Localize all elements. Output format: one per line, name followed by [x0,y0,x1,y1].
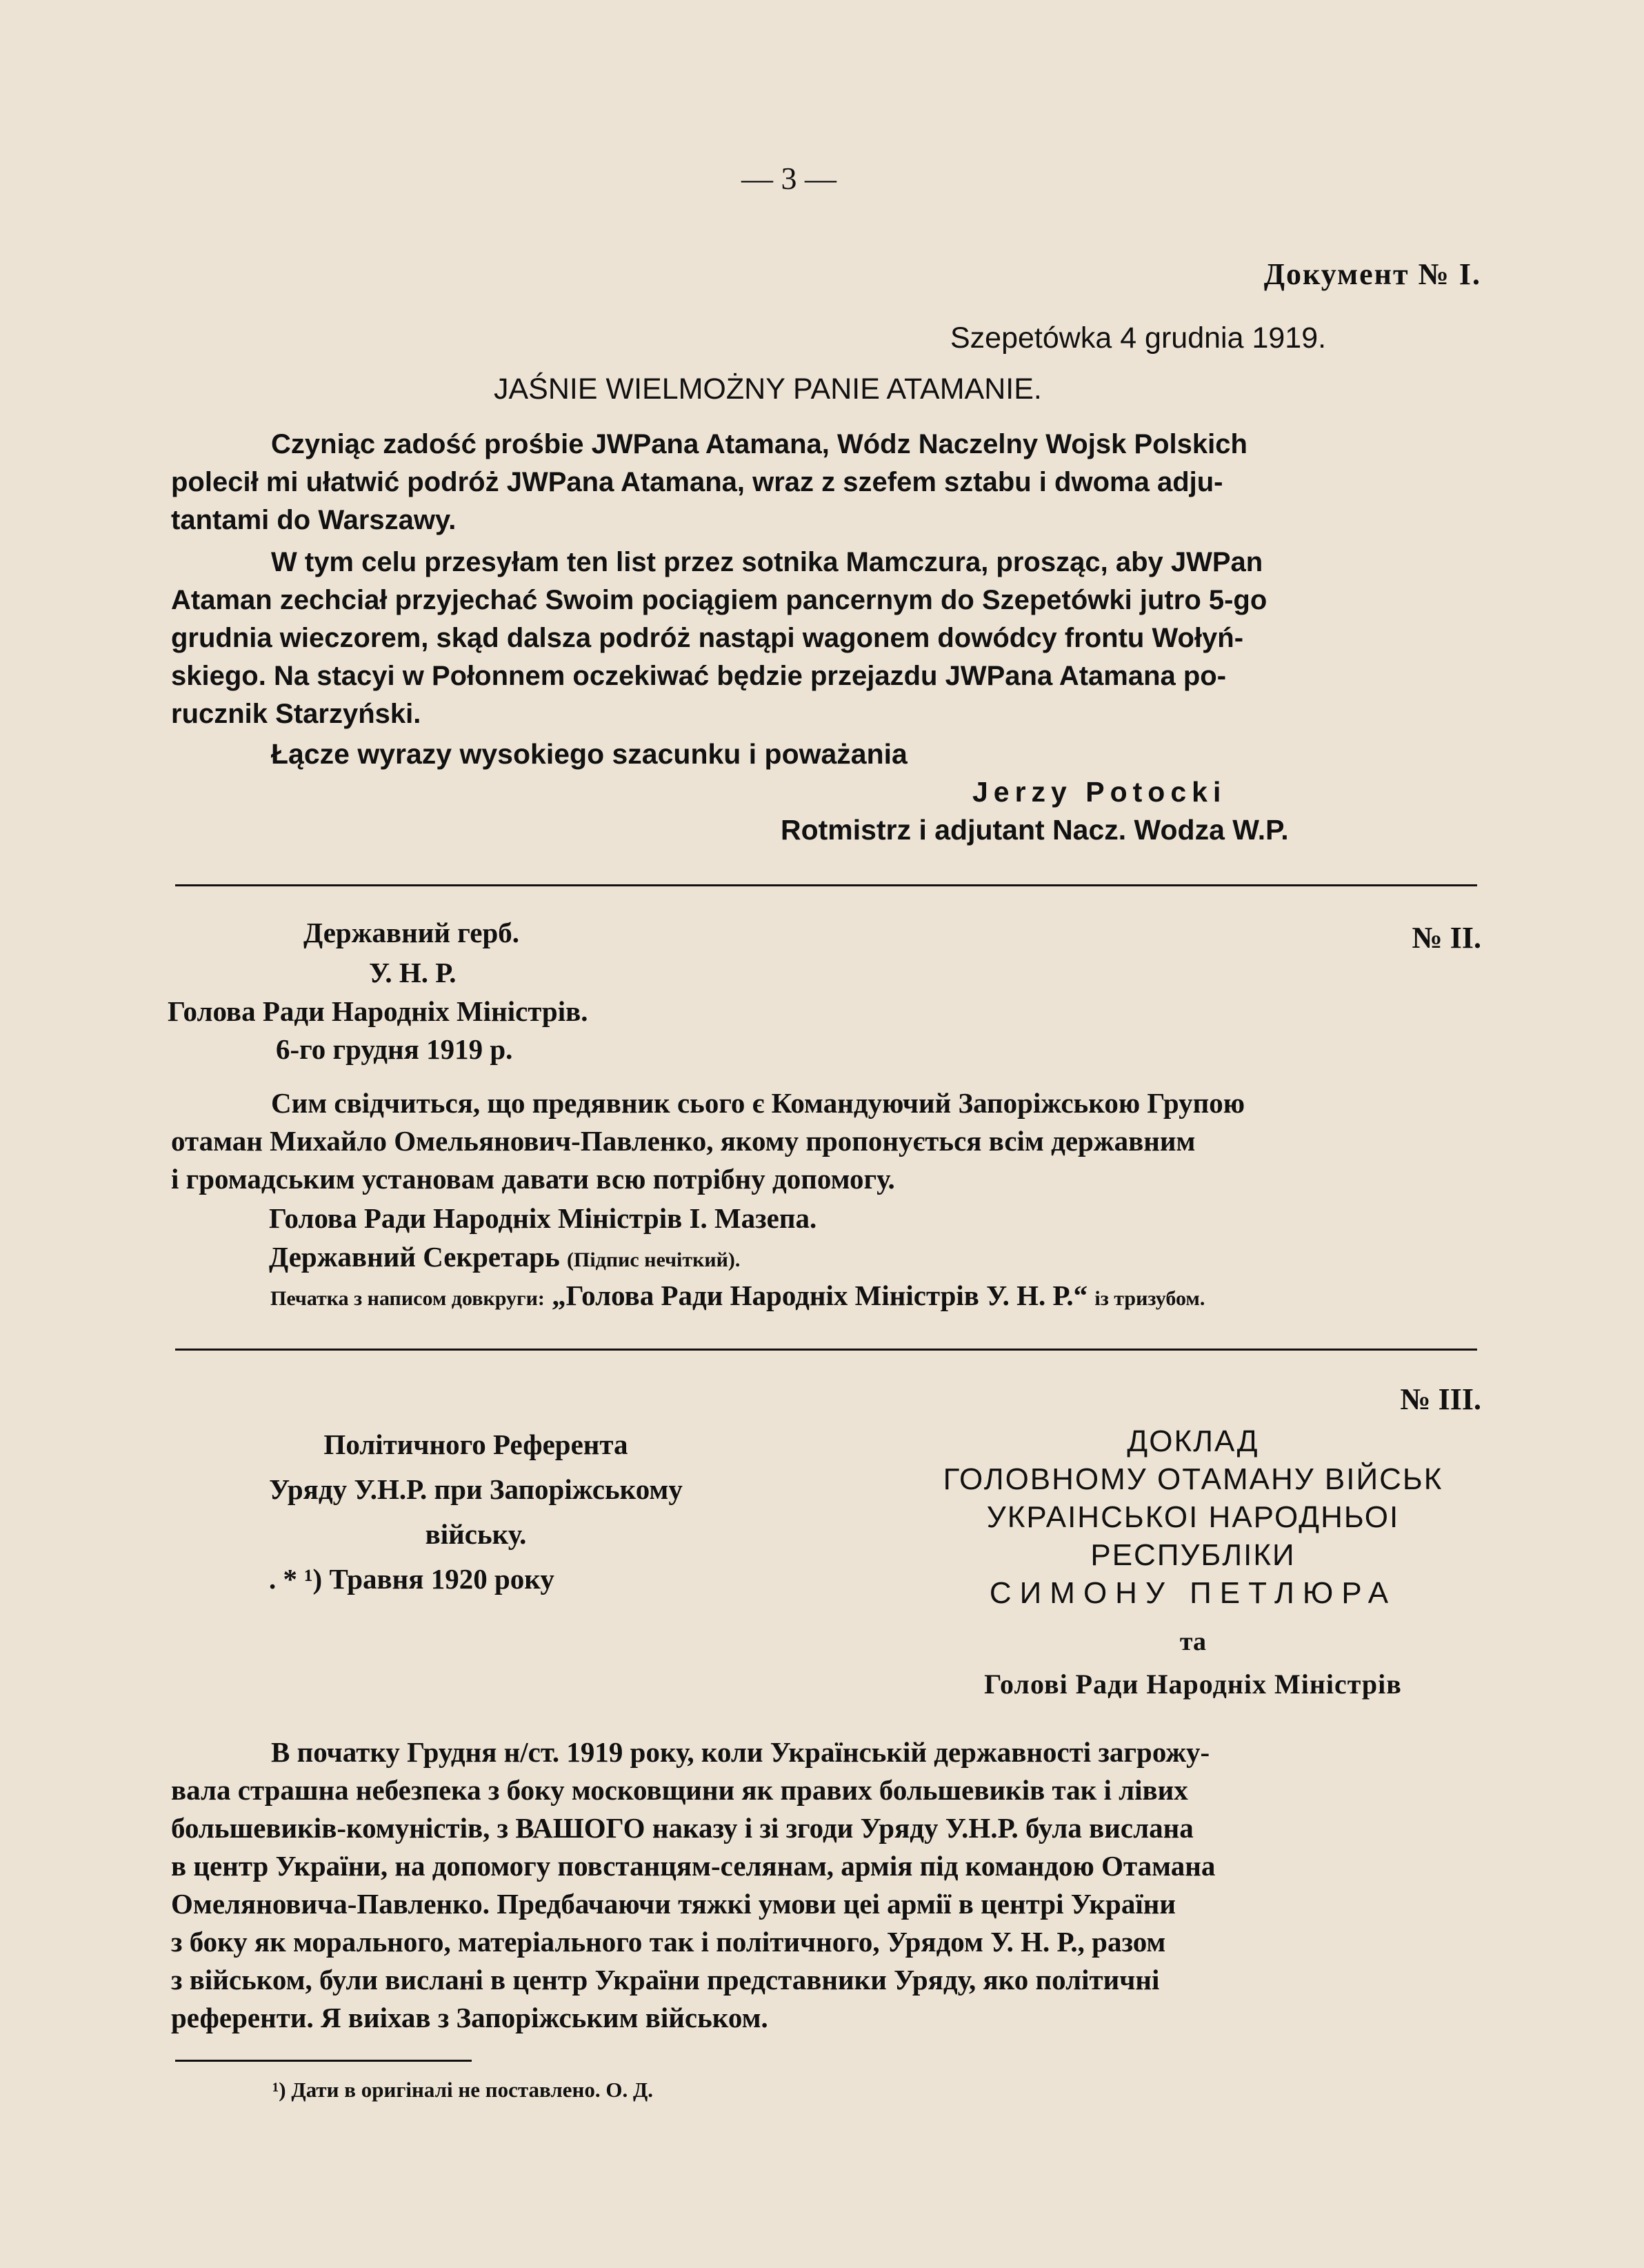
page-number: — 3 — [741,161,836,196]
doc1-heading: Документ № I. [1263,257,1481,291]
text-line: Уряду У.Н.Р. при Запоріжському [269,1473,683,1505]
text-line: tantami do Warszawy. [171,505,457,535]
doc3-addressee-name: СИМОНУ ПЕТЛЮРА [989,1576,1397,1610]
text-line: rucznik Starzyński. [171,699,421,729]
doc2-header-line: 6-го грудня 1919 р. [276,1033,513,1065]
text-line: з боку як морального, матеріального так і політичного, Урядом У. Н. Р., разом [171,1926,1166,1958]
footnote: ¹) Дати в оригіналі не поставлено. О. Д. [272,2078,654,2102]
doc2-number: № II. [1412,921,1481,955]
footnote-divider [175,2060,472,2062]
doc3-right-block [848,1422,1538,1703]
text-line: Сим свідчиться, що предявник сього є Командуючий Запоріжською Групою [271,1087,1245,1119]
text-line: skiego. Na stacyi w Połonnem oczekiwać będzie przejazdu JWPana Atamana po- [171,661,1227,691]
text-line: РЕСПУБЛІКИ [1090,1538,1296,1572]
text-line: та [1179,1627,1207,1656]
text-line: grudnia wieczorem, skąd dalsza podróż nastąpi wagonem dowódcy frontu Wołyń- [171,623,1244,653]
text-line: вала страшна небезпека з боку московщини як правих большевиків так і лівих [171,1774,1188,1806]
text-line: референти. Я виіхав з Запоріжським військом. [171,2002,768,2033]
doc1-date: Szepetówka 4 grudnia 1919. [950,321,1327,355]
text-line: W tym celu przesyłam ten list przez sotnika Mamczura, prosząc, aby JWPan [271,547,1263,577]
doc2-header-line: Голова Ради Народніх Міністрів. [168,995,588,1027]
text-line: Czyniąc zadość prośbie JWPana Atamana, Wódz Naczelny Wojsk Polskich [271,429,1247,459]
text-line: В початку Грудня н/ст. 1919 року, коли Українській державності загрожу- [271,1736,1210,1768]
divider [175,884,1477,886]
divider [175,1349,1477,1351]
doc2-header-line: У. Н. Р. [369,957,457,988]
doc3-body [171,1733,1481,2037]
doc1-paragraph-1 [171,426,1481,539]
text-line: Політичного Референта [323,1429,628,1460]
doc3-left-block [193,1422,759,1557]
text-line: і громадським установам давати всю потрібну допомогу. [171,1163,895,1195]
doc3-left-date: . * ¹) Травня 1920 року [269,1563,554,1595]
doc1-paragraph-2 [171,544,1481,733]
doc1-signature-name: Jerzy Potocki [972,776,1227,808]
doc2-secretary-line [269,1240,740,1273]
text-line: Ataman zechciał przyjechać Swoim pociągiem pancernym do Szepetówki jutro 5-go [171,585,1267,615]
doc2-seal-text: „Голова Ради Народніх Міністрів У. Н. Р.“ [552,1280,1088,1311]
text-line: в центр України, на допомогу повстанцям-селянам, армія під командою Отамана [171,1850,1216,1882]
text-line: УКРАІНСЬКОІ НАРОДНЬОІ [986,1500,1400,1534]
text-line: війську. [425,1518,527,1550]
doc2-body [171,1084,1481,1198]
text-line: ГОЛОВНОМУ ОТАМАНУ ВІЙСЬК [943,1462,1443,1496]
text-line: polecił mi ułatwić podróż JWPana Atamana, wraz z szefem sztabu i dwoma adju- [171,467,1223,497]
text-line: большевиків-комуністів, з ВАШОГО наказу і зі згоди Уряду У.Н.Р. була вислана [171,1812,1194,1844]
doc2-seal-prefix: Печатка з написом довкруги: [270,1287,545,1310]
doc2-secretary: Державний Секретарь [269,1241,560,1273]
doc2-signer: Голова Ради Народніх Міністрів І. Мазепа. [269,1202,817,1234]
text-line: ДОКЛАД [1127,1424,1259,1458]
text-line: з військом, були вислані в центр України представники Уряду, яко політичні [171,1964,1160,1996]
doc1-signature-title: Rotmistrz i adjutant Nacz. Wodza W.P. [781,814,1289,846]
doc2-secretary-note: (Підпис нечіткий). [567,1249,741,1271]
doc2-seal-line [270,1279,1205,1312]
doc1-closing: Łącze wyrazy wysokiego szacunku i poważania [271,738,908,770]
text-line: Омеляновича-Павленко. Предбачаючи тяжкі умови цеі армії в центрі України [171,1888,1176,1920]
text-line: Голові Ради Народніх Міністрів [984,1669,1402,1700]
doc1-salutation: JAŚNIE WIELMOŻNY PANIE ATAMANIE. [494,372,1042,406]
doc2-seal-suffix: із тризубом. [1094,1287,1205,1310]
doc2-header-line: Державний герб. [303,917,520,948]
doc3-number: № III. [1400,1382,1481,1416]
text-line: отаман Михайло Омельянович-Павленко, якому пропонується всім державним [171,1125,1196,1157]
